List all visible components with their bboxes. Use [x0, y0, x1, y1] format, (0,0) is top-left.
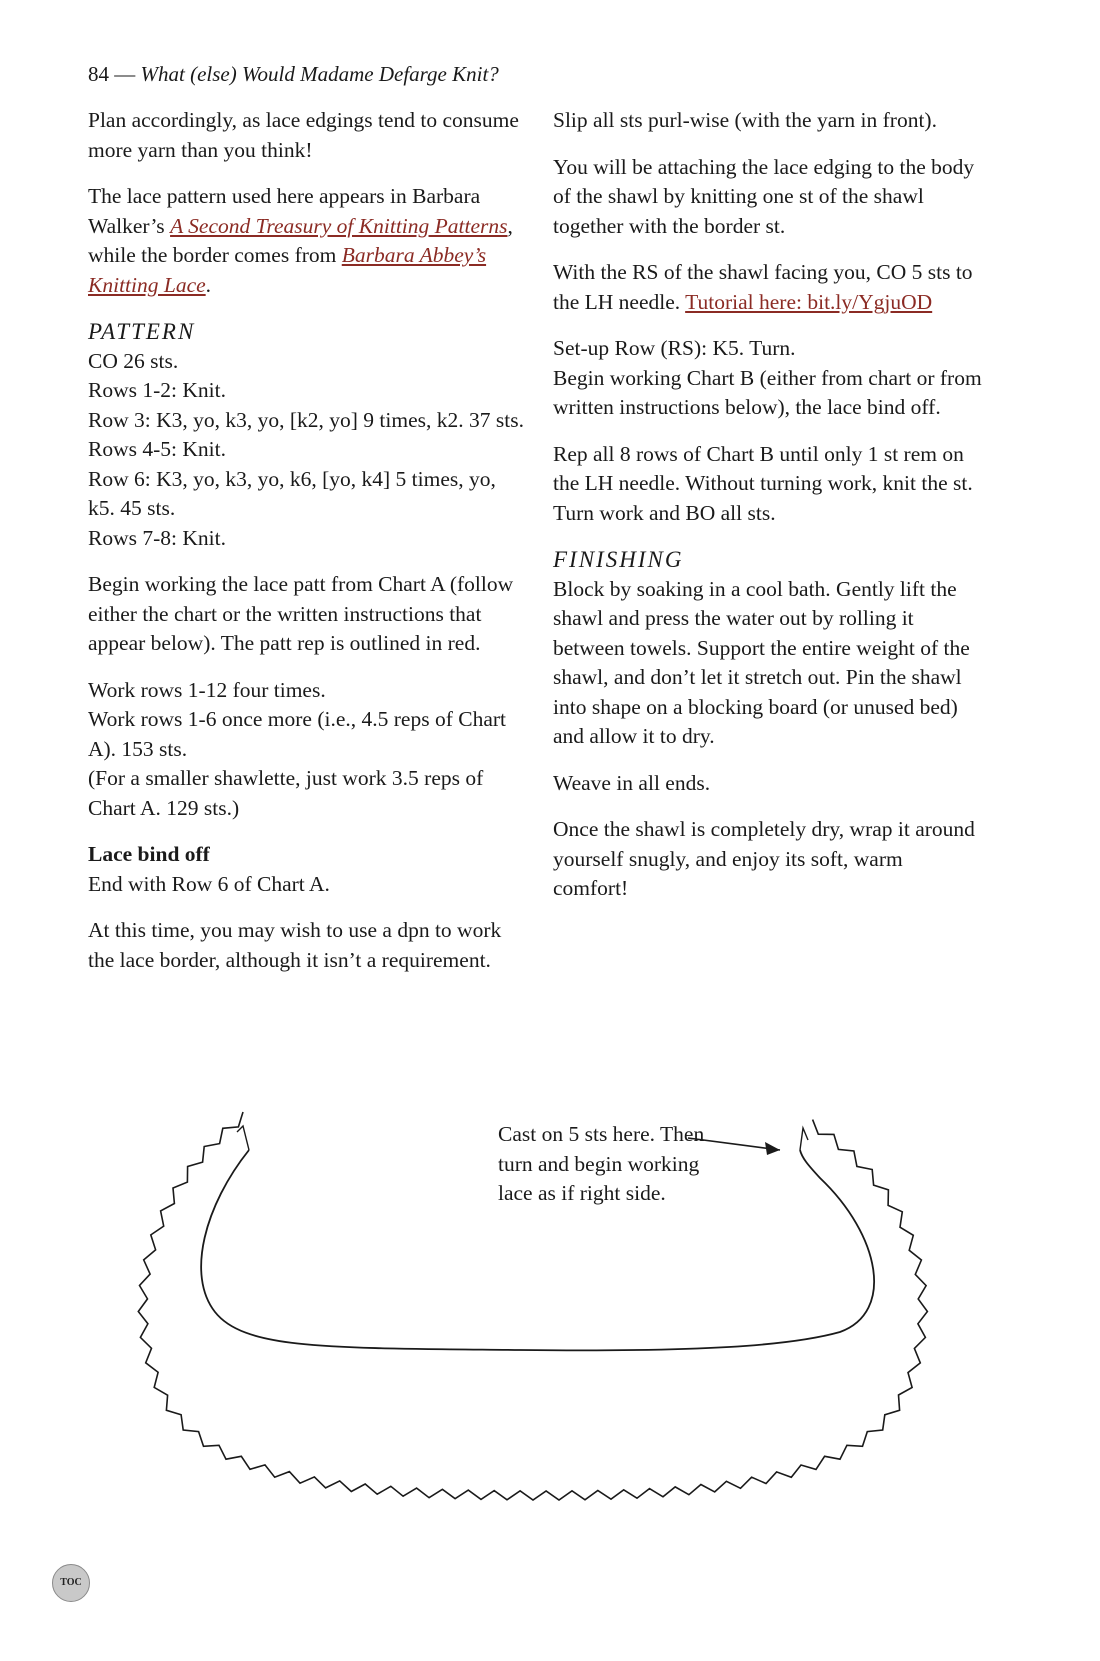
setup-line: Begin working Chart B (either from chart or from written instructions below), the lace bind off.	[553, 365, 982, 419]
work-line: Work rows 1-6 once more (i.e., 4.5 reps of Chart A). 153 sts.	[88, 707, 507, 761]
tutorial-link[interactable]: Tutorial here: bit.ly/YgjuOD	[685, 289, 933, 314]
right-column	[553, 106, 983, 921]
pattern-line: Rows 7-8: Knit.	[88, 525, 226, 550]
setup-section	[553, 334, 983, 423]
dpn-paragraph: At this time, you may wish to use a dpn to work the lace border, although it isn’t a requirement.	[88, 918, 502, 972]
slip-paragraph: Slip all sts purl-wise (with the yarn in front).	[553, 108, 937, 132]
arrow-head	[765, 1142, 780, 1155]
lace-bind-off-line: End with Row 6 of Chart A.	[88, 871, 330, 896]
repeat-paragraph: Rep all 8 rows of Chart B until only 1 st rem on the LH needle. Without turning work, knit the st. Turn work and BO all sts.	[553, 441, 973, 525]
right-end-notch	[800, 1128, 808, 1150]
pattern-heading: PATTERN	[88, 319, 196, 344]
toc-button[interactable]: TOC	[52, 1564, 90, 1602]
attach-paragraph: You will be attaching the lace edging to the body of the shawl by knitting one st of the shawl together with the border st.	[553, 154, 975, 238]
work-line: (For a smaller shawlette, just work 3.5 reps of Chart A. 129 sts.)	[88, 766, 484, 820]
finishing-heading: FINISHING	[553, 547, 684, 572]
pattern-line: Rows 4-5: Knit.	[88, 437, 226, 461]
header-separator: —	[109, 62, 141, 86]
pattern-line: Rows 1-2: Knit.	[88, 378, 226, 402]
closing-paragraph: Once the shawl is completely dry, wrap it around yourself snugly, and enjoy its soft, warm comfort!	[553, 817, 975, 900]
left-end-notch	[237, 1126, 249, 1150]
page-number: 84	[88, 62, 109, 86]
diagram-callout: Cast on 5 sts here. Then turn and begin working lace as if right side.	[498, 1122, 705, 1205]
lace-bind-off-heading: Lace bind off	[88, 842, 210, 866]
pattern-line: CO 26 sts.	[88, 348, 179, 373]
weave-paragraph: Weave in all ends.	[553, 770, 711, 795]
pattern-line: Row 6: K3, yo, k3, yo, k6, [yo, k4] 5 times, yo, k5. 45 sts.	[88, 466, 496, 520]
pattern-section	[88, 317, 528, 553]
source-paragraph: The lace pattern used here appears in Barbara Walker’s A Second Treasury of Knitting Patterns, while the border comes from Barbara Abbey’s Knitting Lace.	[88, 184, 513, 297]
cast-on-paragraph: With the RS of the shawl facing you, CO 5 sts to the LH needle. Tutorial here: bit.ly/YgjuOD	[553, 260, 973, 314]
book-title: What (else) Would Madame Defarge Knit?	[140, 62, 499, 86]
work-rows-section	[88, 676, 528, 824]
chart-a-paragraph: Begin working the lace patt from Chart A (follow either the chart or the written instructions that appear below). The patt rep is outlined in red.	[88, 572, 514, 655]
intro-paragraph: Plan accordingly, as lace edgings tend to consume more yarn than you think!	[88, 108, 519, 162]
left-column	[88, 106, 528, 992]
lace-bind-off-section	[88, 840, 528, 899]
finishing-text: Block by soaking in a cool bath. Gently lift the shawl and press the water out by rolling it between towels. Support the entire weight of the shawl, and don’t let it stretch out. Pin the shawl into shape on a blocking board (or unused bed) and allow it to dry.	[553, 576, 970, 748]
pattern-line: Row 3: K3, yo, k3, yo, [k2, yo] 9 times, k2. 37 sts.	[88, 407, 524, 432]
abbey-knitting-lace-link[interactable]: Barbara Abbey’s Knitting Lace	[88, 243, 487, 297]
running-header	[88, 62, 499, 87]
walker-treasury-link[interactable]: A Second Treasury of Knitting Patterns	[170, 213, 508, 238]
finishing-section	[553, 545, 983, 752]
setup-line: Set-up Row (RS): K5. Turn.	[553, 336, 796, 360]
work-line: Work rows 1-12 four times.	[88, 677, 326, 702]
